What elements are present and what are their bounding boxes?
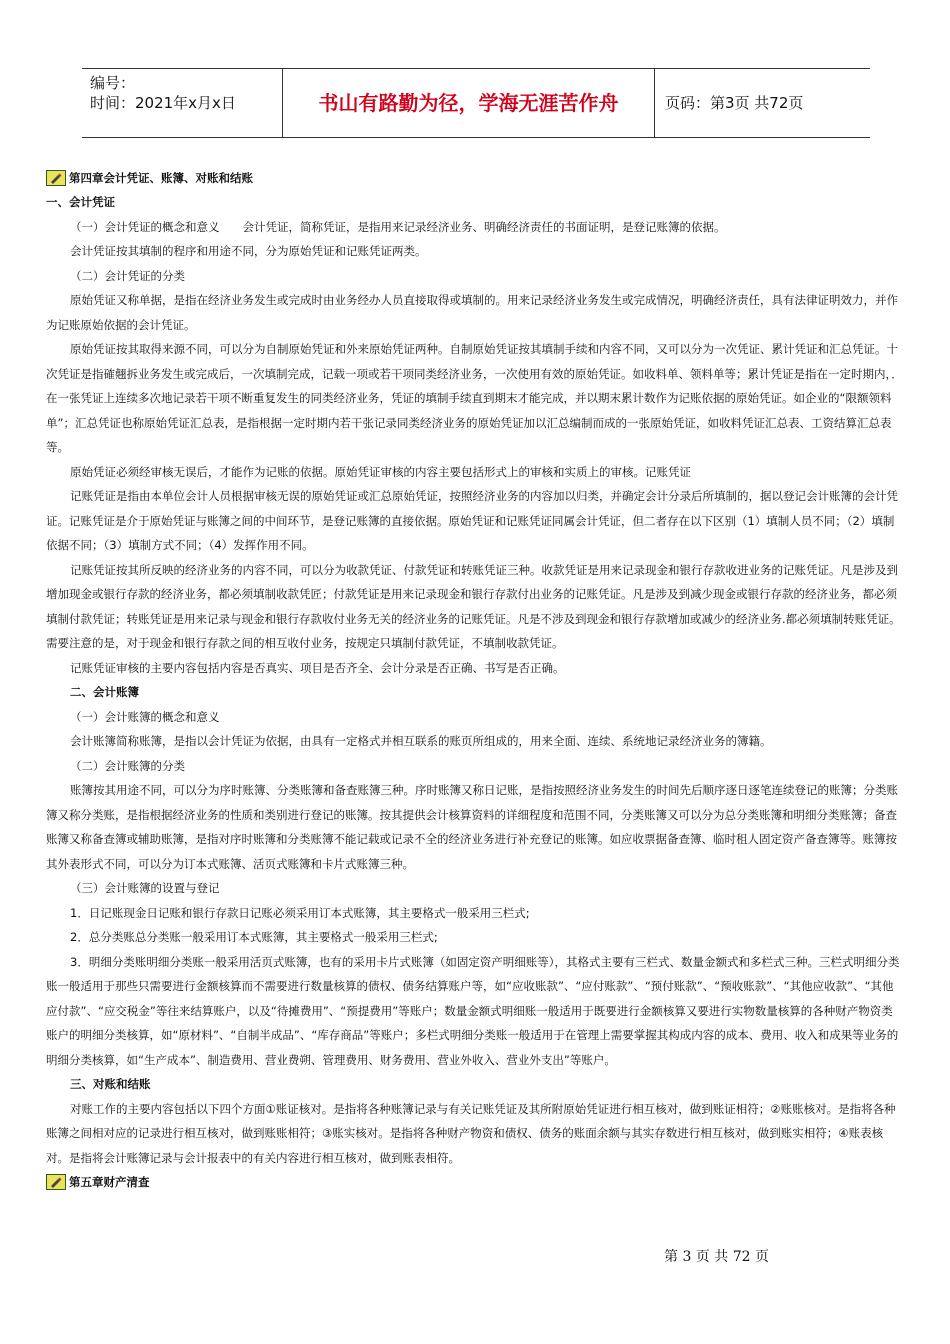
document-body xyxy=(46,166,904,1194)
page-header xyxy=(82,68,870,138)
paragraph: 原始凭证必须经审核无误后，才能作为记账的依据。原始凭证审核的内容主要包括形式上的审核和实质上的审核。记账凭证 xyxy=(70,464,691,479)
paragraph: 对账工作的主要内容包括以下四个方面①账证核对。是指将各种账簿记录与有关记账凭证及其所附原始凭证进行相互核对，做到账证相符；②账账核对。是指将各种账簿之间相对应的记录进行相互核对，做到账账相符；③账实核对。是指将各种财产物资和债权、债务的账面余额与其实存数进行相互核对，做到账实相符；④账表核对。是指将会计账簿记录与会计报表中的有关内容进行相互核对，做到账表相符。 xyxy=(46,1101,896,1165)
section-title: 二、会计账簿 xyxy=(70,685,139,699)
paragraph: 会计凭证按其填制的程序和用途不同，分为原始凭证和记账凭证两类。 xyxy=(70,244,427,258)
sub-heading: （二）会计凭证的分类 xyxy=(70,268,185,283)
sub-heading: （二）会计账簿的分类 xyxy=(70,758,185,773)
page-footer: 第 3 页 共 72 页 xyxy=(664,1249,769,1265)
section-title: 一、会计凭证 xyxy=(46,195,115,209)
paragraph: 原始凭证又称单据，是指在经济业务发生或完成时由业务经办人员直接取得或填制的。用来记录经济业务发生或完成情况，明确经济责任，具有法律证明效力，并作为记账原始依据的会计凭证。 xyxy=(46,293,898,332)
paragraph: 记账凭证按其所反映的经济业务的内容不同，可以分为收款凭证、付款凭证和转账凭证三种。收款凭证是用来记录现金和银行存款收进业务的记账凭证。凡是涉及到增加现金或银行存款的经济业务，都必须填制收款凭匠；付款凭证是用来记录现金和银行存款付出业务的记账凭证。凡是涉及到减少现金或银行存款的经济业务，都必须填制付款凭证；转账凭证是用来记录与现金和银行存款收付业务无关的经济业务的记账凭证。凡是不涉及到现金和银行存款增加或减少的经济业务.都必须填制转账凭证。需要注意的是，对于现金和银行存款之间的相互收付业务，按规定只填制付款凭证，不填制收款凭证。 xyxy=(46,562,901,650)
section-title: 三、对账和结账 xyxy=(70,1077,151,1091)
list-item: 3．明细分类账明细分类账一般采用活页式账簿，也有的采用卡片式账簿（如固定资产明细账等），其格式主要有三栏式、数量金额式和多栏式三种。三栏式明细分类账一般适用于那些只需要进行金额核算而不需要进行数量核算的债权、债务结算账户等，如“应收账款”、“应付账款”、“预付账款”、“预收账款”、“其他应收款”、“其他应付款”、“应交税金”等往来结算账户，以及“待摊费用”、“预提费用”等账户；数量金额式明细账一般适用于既要进行金额核算又要进行实物数量核算的各种财产物资类账户的明细分类核算，如“原材料”、“自制半成品”、“库存商品”等账户；多栏式明细分类账一般适用于在管理上需要掌握其构成内容的成本、费用、收入和成果等业务的明细分类核算，如“生产成本”、制造费用、营业费朔、管理费用、财务费用、营业外收入、营业外支出”等账户。 xyxy=(46,954,900,1067)
header-motto: 书山有路勤为径，学海无涯苦作舟 xyxy=(282,69,655,137)
paragraph: 会计账簿简称账簿，是指以会计凭证为依据，由具有一定格式并相互联系的账页所组成的，用来全面、连续、系统地记录经济业务的簿籍。 xyxy=(70,734,772,748)
paragraph: 原始凭证按其取得来源不同，可以分为自制原始凭证和外来原始凭证两种。自制原始凭证按其填制手续和内容不同，又可以分为一次凭证、累计凭证和汇总凭证。十次凭证是指確翹拆业务发生或完成后，一次填制完成，记载一项或若干项同类经济业务，一次使用有效的原始凭证。如收料单、领料单等；累计凭证是指在一定时期内，．在一张凭证上连续多次地记录若干项不断重复发生的同类经济业务，凭证的填制手续直到期末才能完成，并以期末累计数作为记账依据的原始凭证。如企业的“限额领料单”；汇总凭证也称原始凭证汇总表，是指根据一定时期内若干张记录同类经济业务的原始凭证加以汇总编制而成的一张原始凭证，如收料凭证汇总表、工资结算汇总表等。 xyxy=(46,342,903,454)
chapter-title: 第五章财产清查 xyxy=(69,1174,150,1189)
time-label: 时间：2021年x月x日 xyxy=(90,94,236,112)
sub-heading: （三）会计账簿的设置与登记 xyxy=(70,881,220,895)
pencil-icon xyxy=(46,170,66,186)
paragraph: 记账凭证是指由本单位会计人员根据审核无误的原始凭证或汇总原始凭证，按照经济业务的内容加以归类，并确定会计分录后所填制的，据以登记会计账簿的会计凭证。记账凭证是介于原始凭证与账簿之间的中间环节，是登记账簿的直接依据。原始凭证和记账凭证同属会计凭证，但二者存在以下区别（1）填制人员不同；（2）填制依据不同；（3）填制方式不同；（4）发挥作用不同。 xyxy=(46,489,898,552)
paragraph: 账簿按其用途不同，可以分为序时账簿、分类账簿和备查账簿三种。序时账簿又称日记账，是指按照经济业务发生的时间先后顺序逐日逐笔连续登记的账簿；分类账簿又称分类账，是指根据经济业务的性质和类别进行登记的账簿。按其提供会计核算资料的详细程度和范围不同，分类账簿又可以分为总分类账簿和明细分类账簿；备查账簿又称备查簿或辅助账簿，是指对序时账簿和分类账簿不能记载或记录不全的经济业务进行补充登记的账簿。如应收票据备查簿、临时租人固定资产备查簿等。账簿按其外表形式不同，可以分为订本式账簿、活页式账簿和卡片式账簿三种。 xyxy=(46,783,898,871)
sub-heading: （一）会计账簿的概念和意义 xyxy=(70,709,220,724)
number-label: 编号： xyxy=(90,74,136,92)
pencil-icon xyxy=(46,1174,66,1190)
header-meta xyxy=(82,69,282,137)
paragraph: 记账凭证审核的主要内容包括内容是否真实、项目是否齐全、会计分录是否正确、书写是否正确。 xyxy=(70,660,565,675)
list-item: 2．总分类账总分类账一般采用订本式账簿，其主要格式一般采用三栏式; xyxy=(70,930,438,944)
header-page-label: 页码：第3页 共72页 xyxy=(665,94,804,112)
list-item: 1．日记账现金日记账和银行存款日记账必须采用订本式账簿，其主要格式一般采用三栏式; xyxy=(70,905,530,920)
chapter-heading xyxy=(46,1170,904,1194)
chapter-title: 第四章会计凭证、账簿、对账和结账 xyxy=(69,170,253,185)
chapter-heading xyxy=(46,166,904,190)
paragraph: （一）会计凭证的概念和意义 会计凭证，简称凭证，是指用来记录经济业务、明确经济责任的书面证明，是登记账簿的依据。 xyxy=(70,219,726,234)
